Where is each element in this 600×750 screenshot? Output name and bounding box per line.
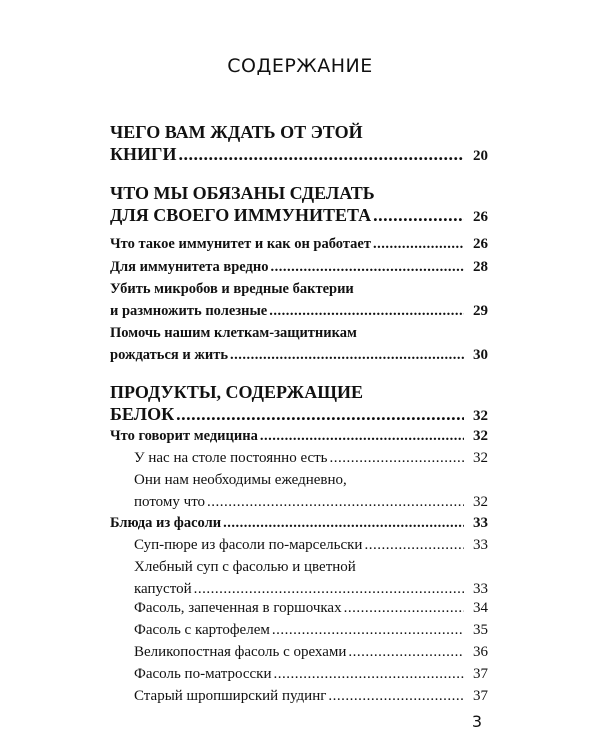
toc-entry-title: ЧЕГО ВАМ ЖДАТЬ ОТ ЭТОЙ xyxy=(110,122,363,142)
toc-entry-title: ПРОДУКТЫ, СОДЕРЖАЩИЕ xyxy=(110,382,363,402)
dot-leader xyxy=(344,597,464,619)
toc-entry[interactable] xyxy=(110,233,488,255)
dot-leader xyxy=(260,425,464,447)
toc-page-number: 33 xyxy=(473,537,488,553)
toc-page-number: 33 xyxy=(473,581,488,597)
toc-page-number: 29 xyxy=(473,303,488,319)
dot-leader xyxy=(273,663,464,685)
dot-leader xyxy=(328,685,464,707)
toc-entry-title: Хлебный суп с фасолью и цветной xyxy=(134,559,356,575)
toc-page-number: 20 xyxy=(473,148,488,164)
toc-entry-title: потому что xyxy=(134,494,206,510)
toc-entry[interactable] xyxy=(134,619,488,641)
toc-entry-title: Фасоль по-матросски xyxy=(134,666,272,682)
toc-entry[interactable] xyxy=(110,121,488,167)
toc-entry-title: Фасоль, запеченная в горшочках xyxy=(134,600,342,616)
dot-leader xyxy=(330,447,464,469)
toc-entry-title: Для иммунитета вредно xyxy=(110,259,269,275)
toc-page-number: 32 xyxy=(473,408,488,424)
dot-leader xyxy=(269,300,464,322)
toc-entry-title: Что такое иммунитет и как он работает xyxy=(110,236,371,252)
toc-page-number: 33 xyxy=(473,515,488,531)
dot-leader xyxy=(373,233,464,255)
dot-leader xyxy=(270,256,464,278)
toc-entry[interactable] xyxy=(134,556,488,600)
toc-entry-title: У нас на столе постоянно есть xyxy=(134,450,328,466)
toc-entry-title: Фасоль с картофелем xyxy=(134,622,270,638)
toc-page-number: 30 xyxy=(473,347,488,363)
toc-page-number: 34 xyxy=(473,600,488,616)
toc-entry[interactable] xyxy=(110,512,488,534)
dot-leader xyxy=(176,403,464,425)
toc-entry[interactable] xyxy=(134,534,488,556)
toc-entry-title: Великопостная фасоль с орехами xyxy=(134,644,347,660)
toc-entry[interactable] xyxy=(134,447,488,469)
toc-page-number: 32 xyxy=(473,428,488,444)
dot-leader xyxy=(348,641,464,663)
toc-entry-title: капустой xyxy=(134,581,192,597)
toc-entry[interactable] xyxy=(110,278,488,322)
toc-entry[interactable] xyxy=(110,322,488,366)
toc-entry[interactable] xyxy=(110,256,488,278)
dot-leader xyxy=(272,619,464,641)
toc-page-number: 37 xyxy=(473,688,488,704)
toc-page-number: 28 xyxy=(473,259,488,275)
toc-entry[interactable] xyxy=(110,381,488,427)
dot-leader xyxy=(223,512,464,534)
toc-entry[interactable] xyxy=(110,182,488,228)
toc-entry-title: КНИГИ xyxy=(110,144,177,164)
toc-page-number: 26 xyxy=(473,236,488,252)
dot-leader xyxy=(364,534,464,556)
toc-entry[interactable] xyxy=(134,597,488,619)
toc-entry-title: БЕЛОК xyxy=(110,404,175,424)
toc-page-number: 26 xyxy=(473,209,488,225)
dot-leader xyxy=(179,143,464,165)
toc-entry-title: рождаться и жить xyxy=(110,347,229,363)
toc-entry-title: Что говорит медицина xyxy=(110,428,258,444)
toc-entry-title: Старый шропширский пудинг xyxy=(134,688,327,704)
dot-leader xyxy=(373,204,464,226)
toc-entry-title: ДЛЯ СВОЕГО ИММУНИТЕТА xyxy=(110,205,372,225)
page-title: СОДЕРЖАНИЕ xyxy=(227,55,373,77)
toc-entry-title: Помочь нашим клеткам-защитникам xyxy=(110,325,357,341)
toc-entry[interactable] xyxy=(110,425,488,447)
toc-entry-title: Убить микробов и вредные бактерии xyxy=(110,281,354,297)
toc-page-number: 35 xyxy=(473,622,488,638)
dot-leader xyxy=(230,344,464,366)
toc-entry-title: Блюда из фасоли xyxy=(110,515,222,531)
toc-entry-title: ЧТО МЫ ОБЯЗАНЫ СДЕЛАТЬ xyxy=(110,183,375,203)
toc-entry-title: Суп-пюре из фасоли по-марсельски xyxy=(134,537,363,553)
toc-page-number: 32 xyxy=(473,494,488,510)
toc-entry[interactable] xyxy=(134,663,488,685)
toc-page-number: 32 xyxy=(473,450,488,466)
page-number: 3 xyxy=(471,712,482,731)
toc-page-number: 37 xyxy=(473,666,488,682)
dot-leader xyxy=(207,491,464,513)
toc-entry[interactable] xyxy=(134,685,488,707)
toc-entry-title: Они нам необходимы ежедневно, xyxy=(134,472,347,488)
toc-entry[interactable] xyxy=(134,469,488,513)
toc-entry-title: и размножить полезные xyxy=(110,303,268,319)
toc-entry[interactable] xyxy=(134,641,488,663)
toc-page-number: 36 xyxy=(473,644,488,660)
